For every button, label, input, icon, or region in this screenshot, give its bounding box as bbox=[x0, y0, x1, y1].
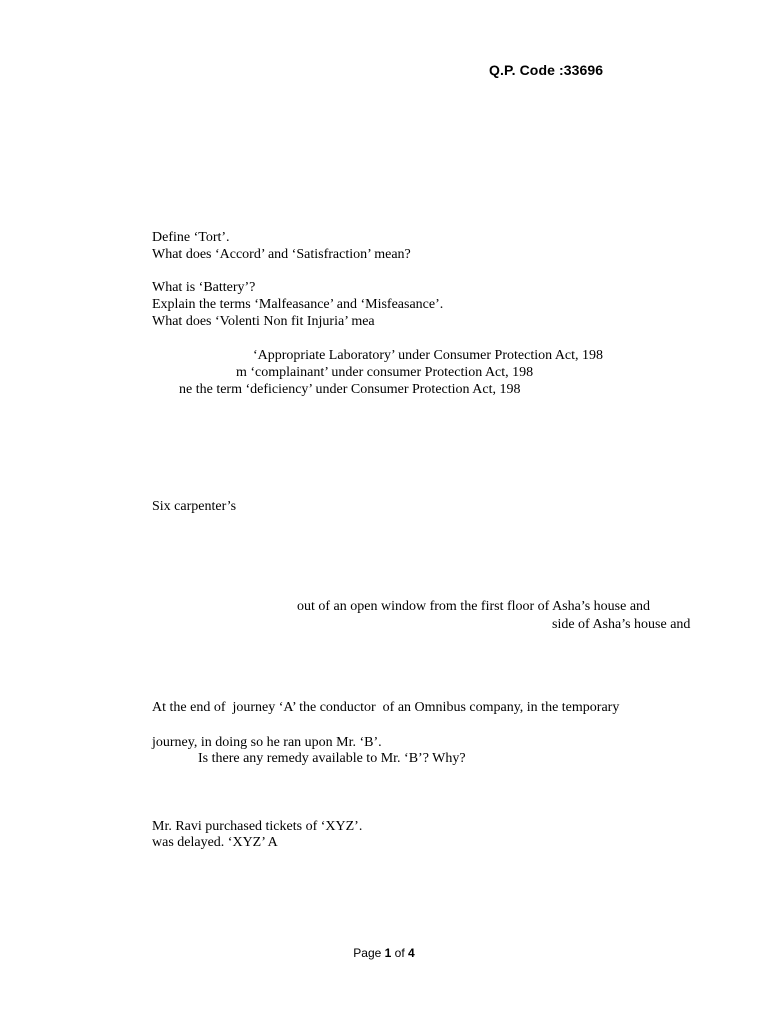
question-line: Six carpenter’s bbox=[152, 499, 237, 514]
question-line: What does ‘Volenti Non fit Injuria’ mea bbox=[152, 314, 375, 329]
question-line: Mr. Ravi purchased tickets of ‘XYZ’. bbox=[152, 819, 363, 834]
question-line: Explain the terms ‘Malfeasance’ and ‘Misfeasance’. bbox=[152, 297, 444, 312]
page-of: of bbox=[391, 946, 409, 960]
question-line: ‘Appropriate Laboratory’ under Consumer Protection Act, 198 bbox=[253, 348, 604, 363]
page-total: 4 bbox=[408, 946, 415, 960]
page-number bbox=[0, 946, 768, 960]
question-line: At the end of journey ‘A’ the conductor of an Omnibus company, in the temporary bbox=[152, 700, 620, 715]
question-line: ne the term ‘deficiency’ under Consumer Protection Act, 198 bbox=[179, 382, 521, 397]
question-line: Define ‘Tort’. bbox=[152, 230, 230, 245]
question-line: m ‘complainant’ under consumer Protection Act, 198 bbox=[236, 365, 534, 380]
page-prefix: Page bbox=[353, 946, 385, 960]
question-line: Is there any remedy available to Mr. ‘B’? Why? bbox=[198, 751, 466, 766]
question-line: side of Asha’s house and bbox=[552, 617, 691, 632]
question-line: What does ‘Accord’ and ‘Satisfraction’ mean? bbox=[152, 247, 411, 262]
question-line: was delayed. ‘XYZ’ A bbox=[152, 835, 278, 850]
page-current: 1 bbox=[384, 946, 392, 960]
question-line: out of an open window from the first floor of Asha’s house and bbox=[297, 599, 651, 614]
question-line: What is ‘Battery’? bbox=[152, 280, 256, 295]
qp-code: Q.P. Code :33696 bbox=[489, 62, 604, 78]
question-line: journey, in doing so he ran upon Mr. ‘B’. bbox=[152, 735, 382, 750]
